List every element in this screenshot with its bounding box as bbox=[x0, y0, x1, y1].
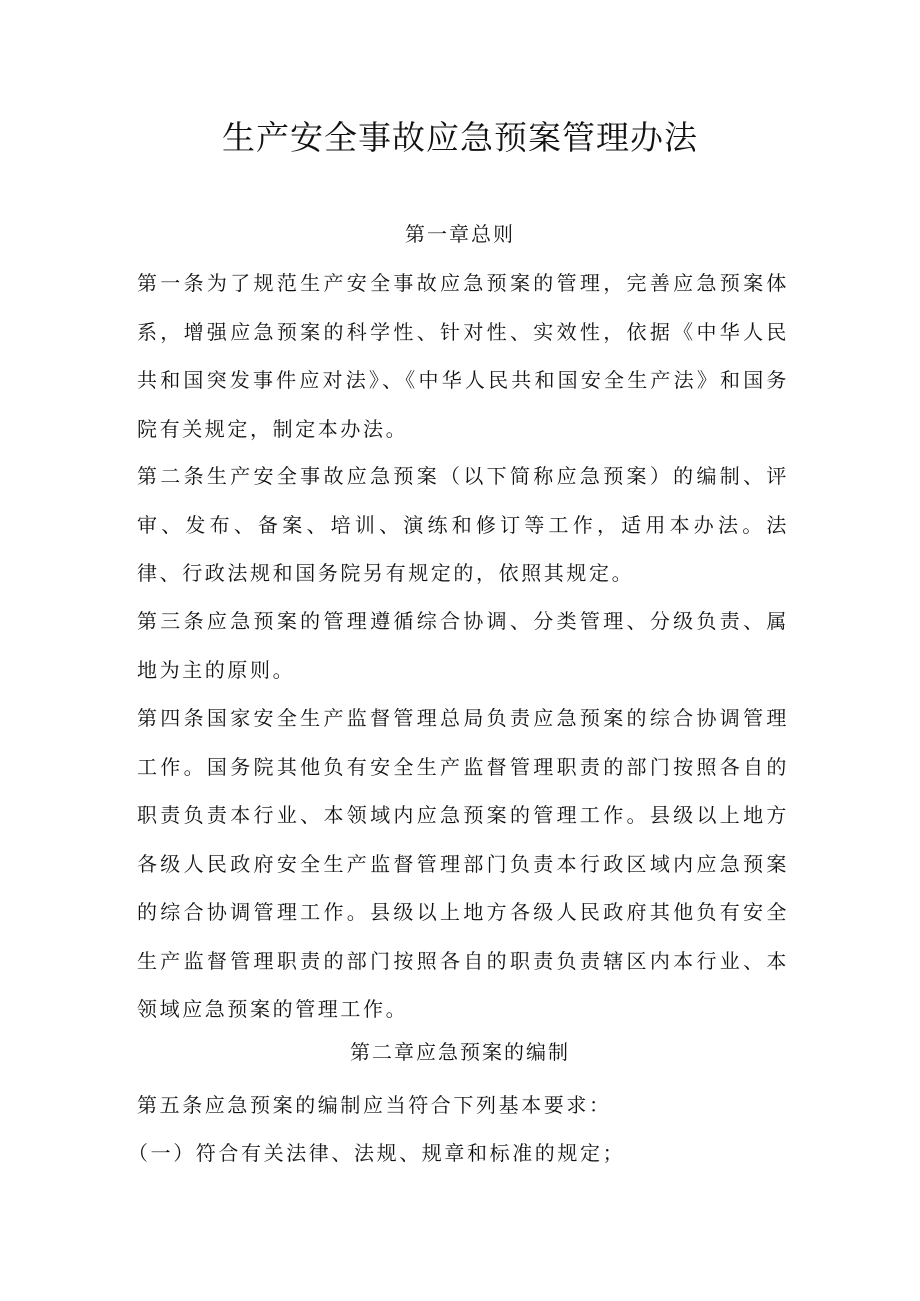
article-4: 第四条国家安全生产监督管理总局负责应急预案的综合协调管理工作。国务院其他负有安全生产监督管理职责的部门按照各自的职责负责本行业、本领域内应急预案的管理工作。县级以上地方各级人民政府安全生产监督管理部门负责本行政区域内应急预案的综合协调管理工作。县级以上地方各级人民政府其他负有安全生产监督管理职责的部门按照各自的职责负责辖区内本行业、本领域应急预案的管理工作。 bbox=[137, 706, 789, 1021]
article-5: 第五条应急预案的编制应当符合下列基本要求： bbox=[137, 1093, 612, 1117]
article-2: 第二条生产安全事故应急预案（以下简称应急预案）的编制、评审、发布、备案、培训、演练和修订等工作，适用本办法。法律、行政法规和国务院另有规定的，依照其规定。 bbox=[137, 464, 789, 585]
article-1: 第一条为了规范生产安全事故应急预案的管理，完善应急预案体系，增强应急预案的科学性、针对性、实效性，依据《中华人民共和国突发事件应对法》、《中华人民共和国安全生产法》和国务院有关规定，制定本办法。 bbox=[137, 271, 789, 441]
document-title: 生产安全事故应急预案管理办法 bbox=[222, 118, 698, 157]
list-item: （一）符合有关法律、法规、规章和标准的规定； bbox=[128, 1141, 626, 1165]
chapter-heading-2: 第二章应急预案的编制 bbox=[350, 1040, 570, 1064]
article-3: 第三条应急预案的管理遵循综合协调、分类管理、分级负责、属地为主的原则。 bbox=[137, 609, 789, 682]
chapter-heading-1: 第一章总则 bbox=[405, 222, 515, 246]
